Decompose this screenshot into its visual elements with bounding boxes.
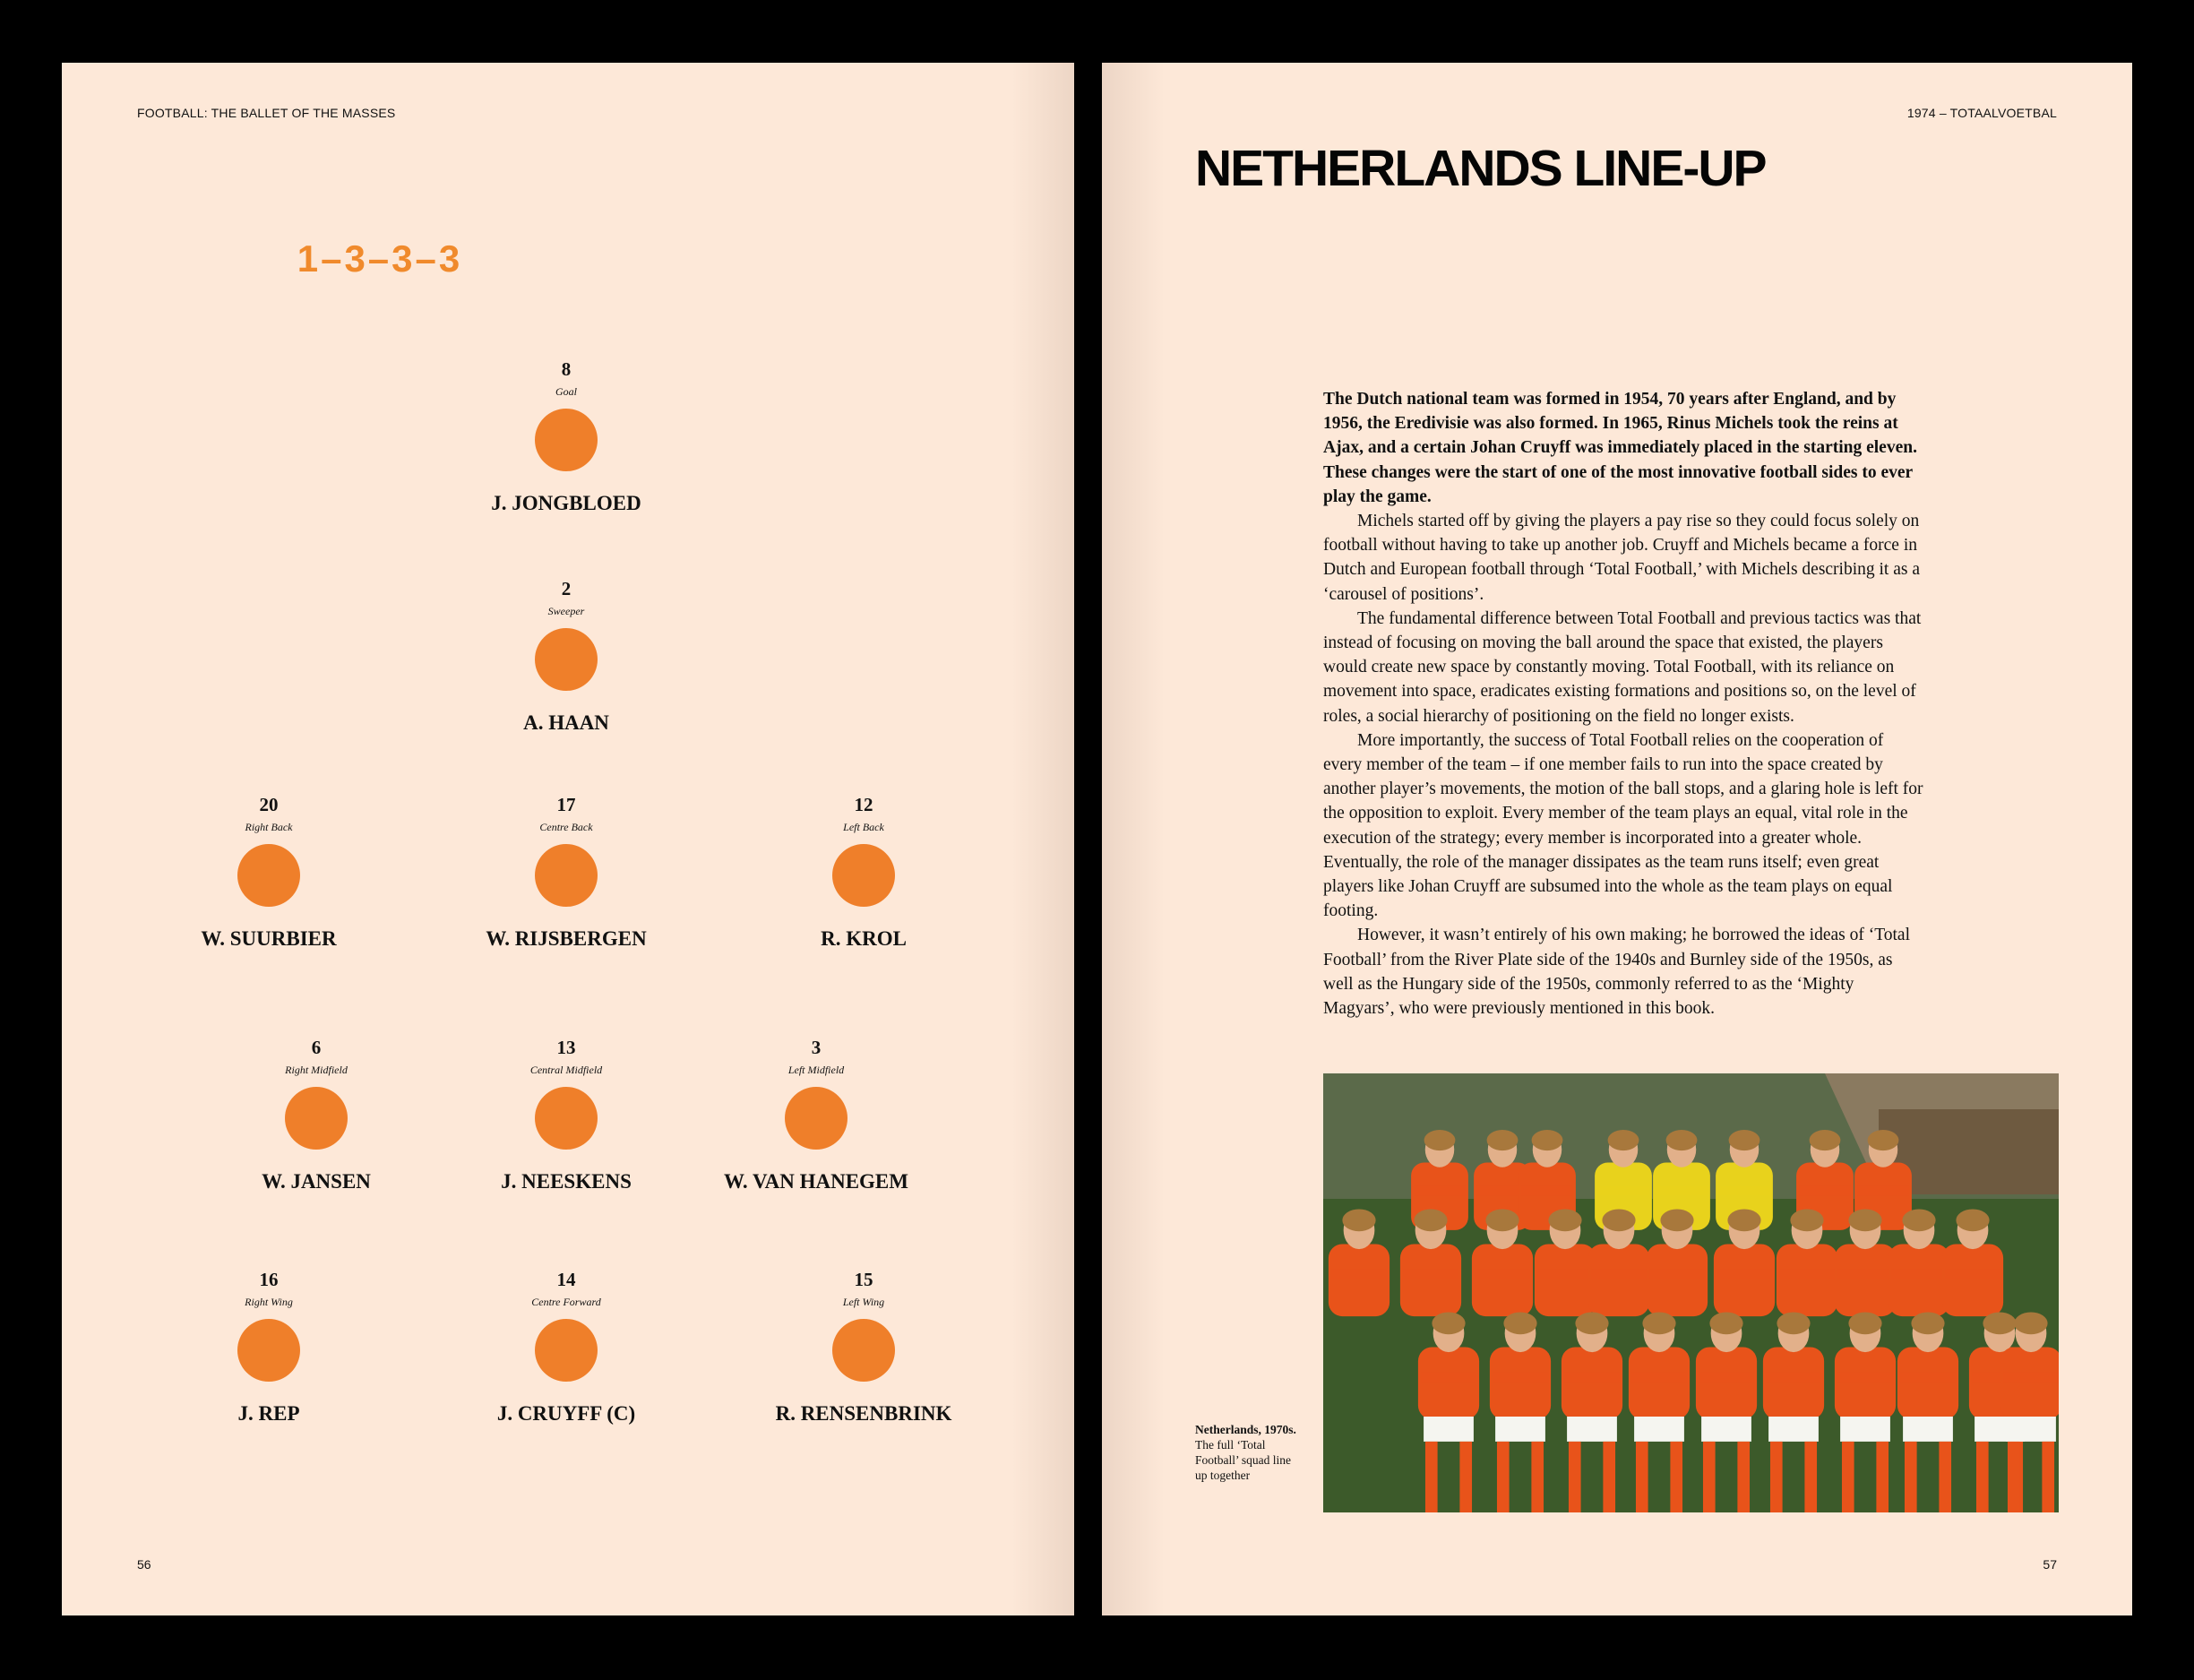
player-left-midfield: [700, 1037, 933, 1194]
player-name: W. RIJSBERGEN: [486, 927, 647, 950]
player-position: Centre Forward: [531, 1296, 601, 1308]
page-number: 56: [137, 1557, 151, 1572]
player-name: J. JONGBLOED: [491, 492, 641, 514]
player-marker: [535, 844, 598, 907]
running-head: 1974 – TOTAALVOETBAL: [1906, 106, 2057, 120]
player-number: 15: [854, 1269, 873, 1290]
player-marker: [535, 1319, 598, 1382]
player-number: 17: [556, 794, 576, 815]
player-position: Left Back: [843, 821, 884, 833]
player-position: Left Wing: [842, 1296, 885, 1308]
player-marker: [535, 409, 598, 471]
player-name: R. KROL: [821, 927, 907, 950]
player-marker: [535, 1087, 598, 1150]
formation-title: 1–3–3–3: [297, 237, 463, 280]
player-name: A. HAAN: [523, 711, 609, 734]
spine-shadow: [1102, 63, 1165, 1615]
player-number: 2: [561, 578, 572, 599]
player-number: 3: [811, 1037, 822, 1058]
player-right-wing: [152, 1269, 385, 1426]
player-central-midfield: [450, 1037, 683, 1194]
player-name: R. RENSENBRINK: [775, 1402, 952, 1425]
lead-paragraph: The Dutch national team was formed in 1954, 70 years after England, and by 1956, the Eredivisie was also formed. In 1965, Rinus Michels took the reins at Ajax, and a certain Johan Cruyff was immediately placed in the starting eleven. These changes were the start of one of the most innovative football sides to ever play the game.: [1323, 390, 1917, 506]
player-number: 20: [259, 794, 279, 815]
player-number: 12: [854, 794, 873, 815]
player-name: W. VAN HANEGEM: [724, 1170, 908, 1193]
right-page: [1102, 63, 2132, 1615]
player-marker: [785, 1087, 847, 1150]
player-position: Central Midfield: [529, 1064, 603, 1076]
player-number: 16: [259, 1269, 279, 1290]
player-name: J. NEESKENS: [501, 1170, 632, 1193]
spine-shadow: [1011, 63, 1074, 1615]
body-paragraph: More importantly, the success of Total Football relies on the cooperation of every member of the team – if one member fails to run into the space created by another player’s movements, the motion of the ball stops, and a glaring hole is left for the opposition to exploit. Every member of the team plays an equal, vital role in the execution of the strategy; every member is incorporated into a greater whole. Eventually, the role of the manager dissipates as the team runs itself; even great players like Johan Cruyff are subsumed into the whole as the team plays on equal footing.: [1323, 730, 1923, 921]
player-right-midfield: [200, 1037, 433, 1194]
body-paragraph: However, it wasn’t entirely of his own making; he borrowed the ideas of ‘Total Football’ from the River Plate side of the 1940s and Burnley side of the 1950s, as well as the Hungary side of the 1950s, commonly referred to as the ‘Mighty Magyars’, who were previously mentioned in this book.: [1323, 926, 1911, 1019]
running-head: FOOTBALL: THE BALLET OF THE MASSES: [137, 106, 396, 120]
player-position: Goal: [555, 385, 577, 398]
player-name: J. CRUYFF (C): [496, 1402, 636, 1425]
photo-caption: [1195, 1422, 1303, 1483]
body-paragraph: Michels started off by giving the players a pay rise so they could focus solely on football without having to take up another job. Cruyff and Michels became a force in Dutch and European football through ‘Total Football,’ with Michels describing it as a ‘carousel of positions’.: [1323, 512, 1920, 604]
player-marker: [832, 1319, 895, 1382]
player-number: 8: [561, 358, 572, 380]
player-name: J. REP: [237, 1402, 300, 1425]
player-position: Centre Back: [539, 821, 593, 833]
player-name: W. JANSEN: [262, 1170, 371, 1193]
team-photo: [1323, 1073, 2059, 1512]
player-name: W. SUURBIER: [201, 927, 337, 950]
player-right-back: [152, 794, 385, 952]
player-left-back: [747, 794, 980, 952]
player-centre-back: [450, 794, 683, 952]
player-position: Right Back: [245, 821, 293, 833]
article-body: [1323, 387, 1923, 1021]
player-marker: [535, 628, 598, 691]
page-number: 57: [2043, 1557, 2057, 1572]
player-number: 13: [556, 1037, 576, 1058]
player-marker: [237, 844, 300, 907]
player-marker: [832, 844, 895, 907]
page-title: NETHERLANDS LINE-UP: [1195, 140, 1766, 197]
player-position: Right Midfield: [285, 1064, 348, 1076]
player-goal: [450, 358, 683, 516]
caption-text: The full ‘Total Football’ squad line up together: [1195, 1438, 1291, 1482]
player-centre-forward: [450, 1269, 683, 1426]
caption-title: Netherlands, 1970s.: [1195, 1423, 1296, 1436]
team-photo-illustration: [1323, 1073, 2059, 1512]
player-marker: [237, 1319, 300, 1382]
player-number: 6: [311, 1037, 322, 1058]
player-marker: [285, 1087, 348, 1150]
player-sweeper: [450, 578, 683, 736]
left-page: [62, 63, 1074, 1615]
player-position: Right Wing: [245, 1296, 293, 1308]
body-paragraph: The fundamental difference between Total Football and previous tactics was that instead of focusing on moving the ball around the space that existed, the players would create new space by constantly moving. Total Football, with its reliance on movement into space, eradicates existing formations and positions so, on the level of roles, a social hierarchy of positioning on the field no longer exists.: [1323, 608, 1922, 726]
player-number: 14: [556, 1269, 576, 1290]
player-position: Left Midfield: [787, 1064, 845, 1076]
player-left-wing: [747, 1269, 980, 1426]
player-position: Sweeper: [547, 605, 585, 617]
